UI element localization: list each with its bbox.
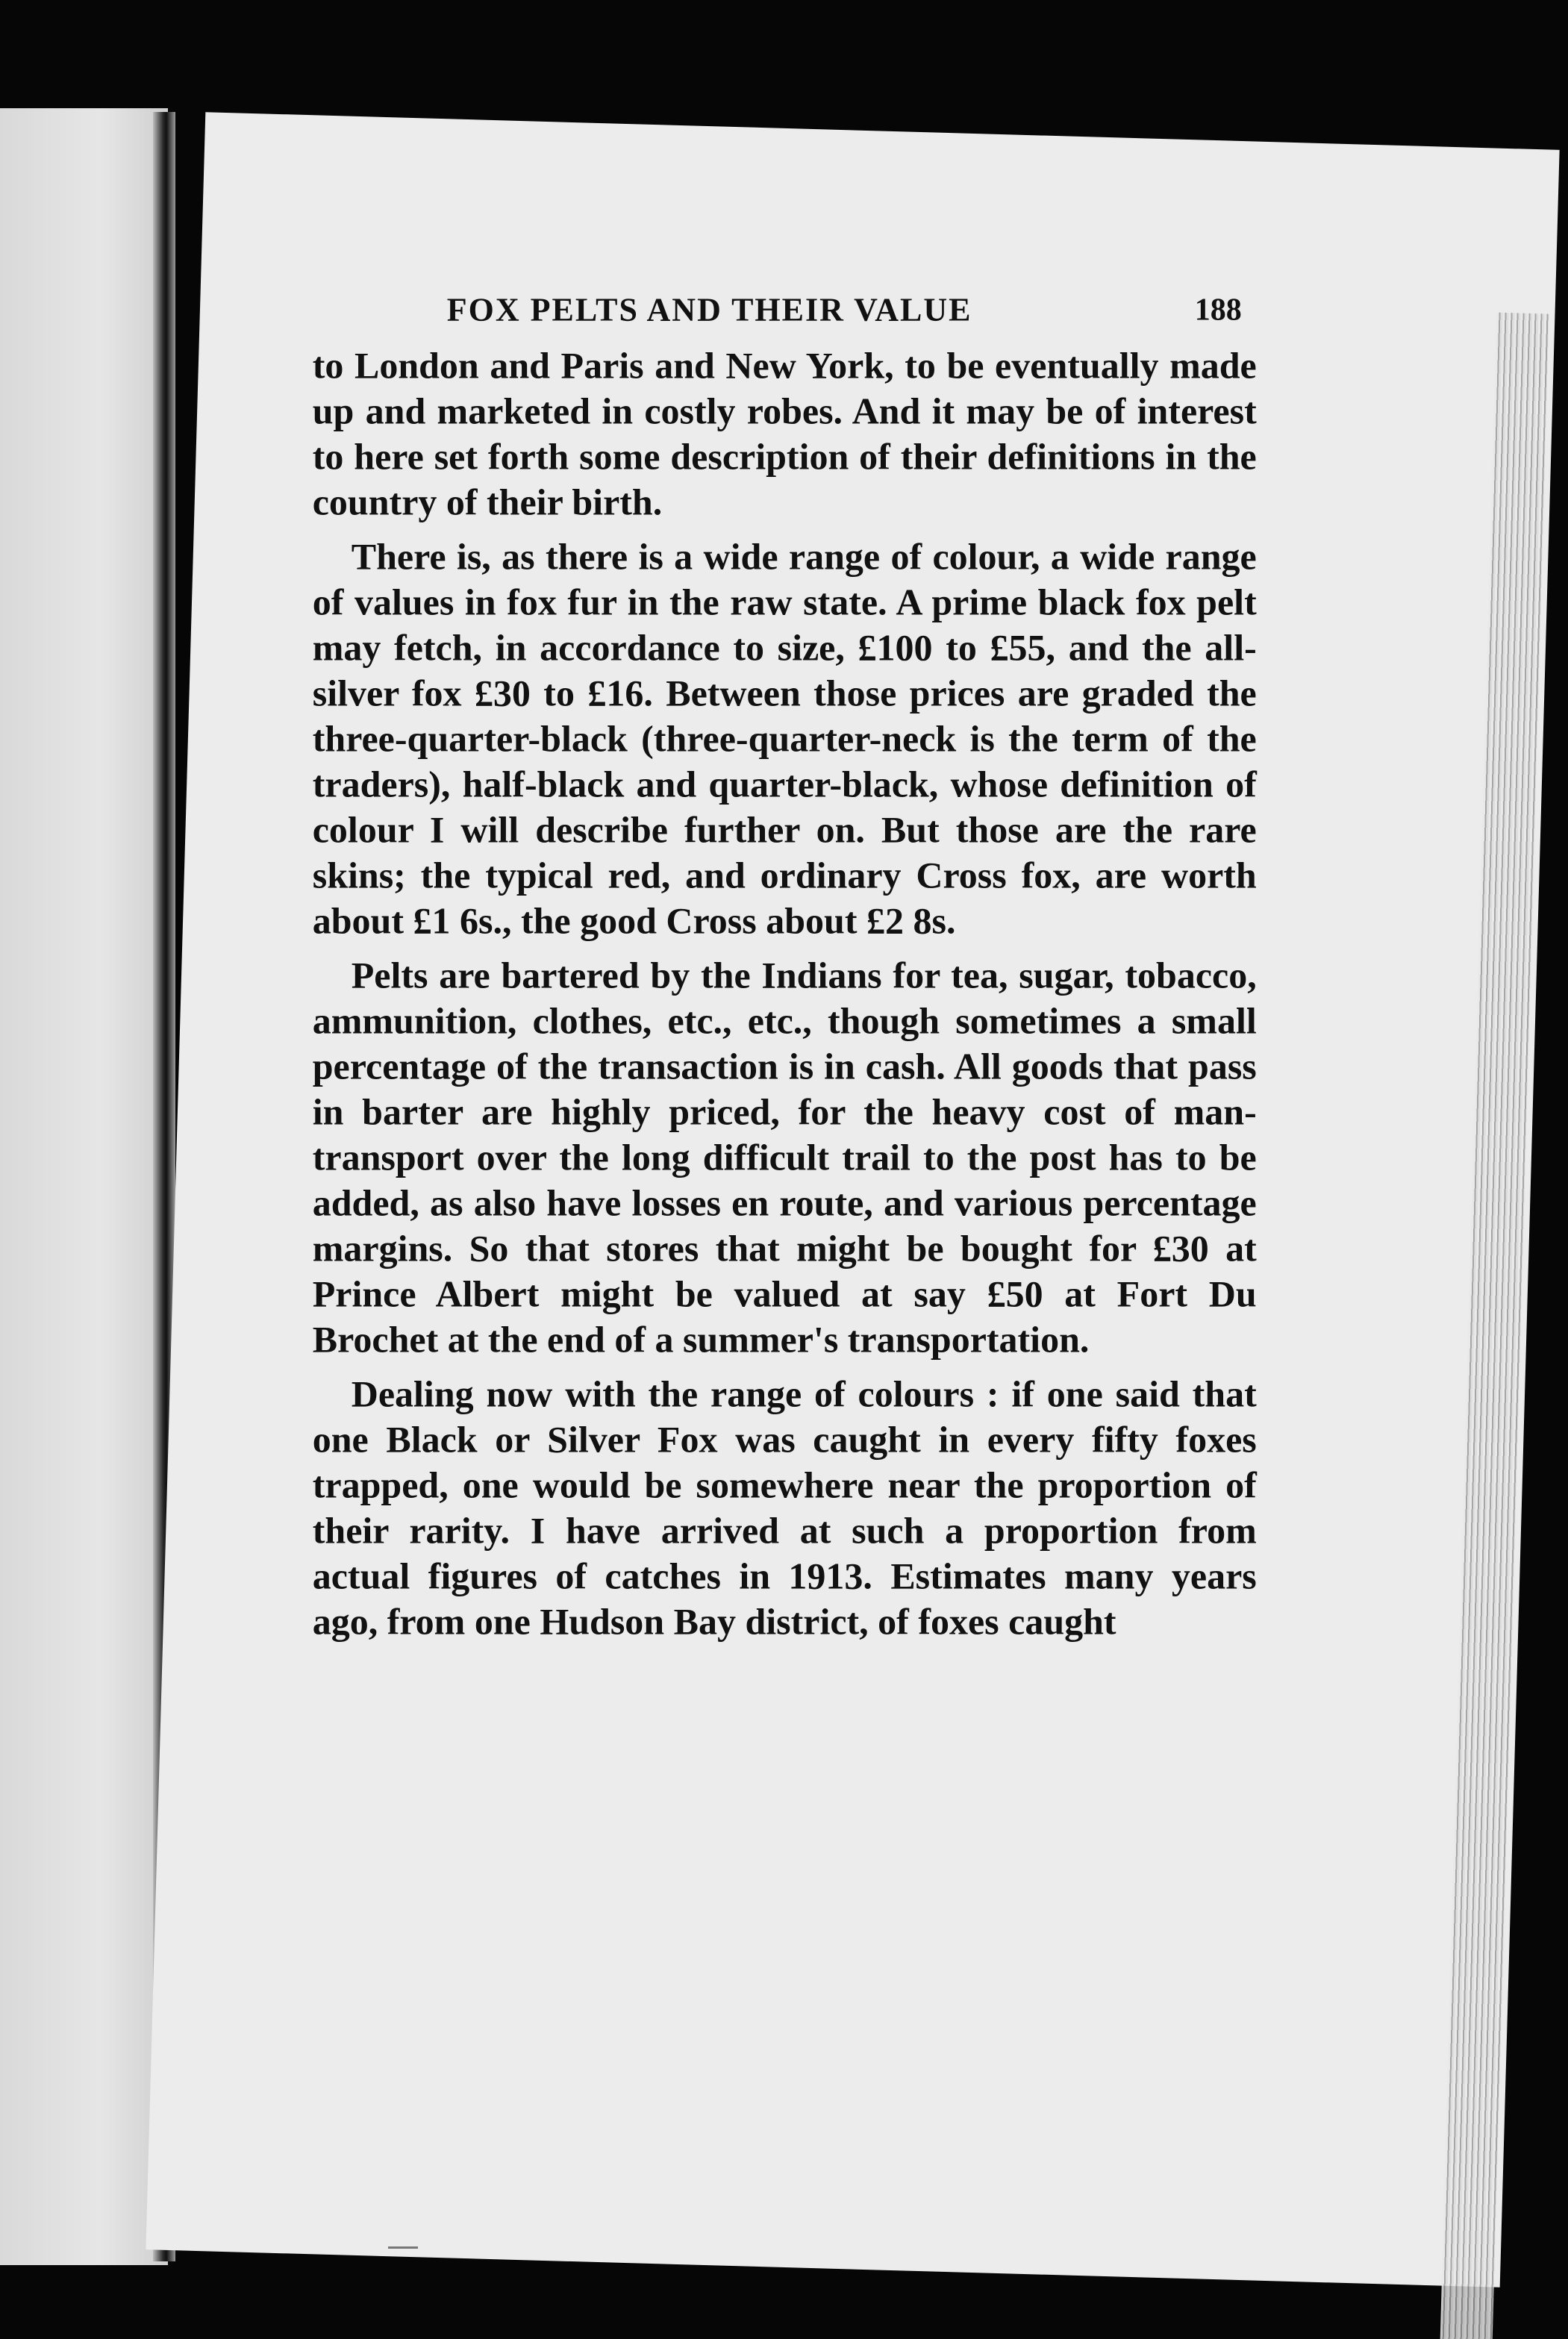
- page-stack-edge: [1438, 313, 1549, 2339]
- previous-page-edge: [0, 108, 168, 2265]
- paragraph-4: Dealing now with the range of colours : if one said that one Black or Silver Fox was caught in every fifty foxes trapped, one would be somewhere near the proportion of their rarity. I have arrived at such a proportion from actual figures of catches in 1913. Estimates many years ago, from one Hudson Bay district, of foxes caught: [312, 1373, 1257, 1643]
- running-head: [313, 290, 1257, 343]
- paragraph-3: Pelts are bartered by the Indians for tea, sugar, tobacco, ammunition, clothes, etc., etc., though sometimes a small percentage of the transaction is in cash. All goods that pass in barter are highly priced, for the heavy cost of man-transport over the long difficult trail to the post has to be added, as also have losses en route, and various percentage margins. So that stores that might be bought for £30 at Prince Albert might be valued at say £50 at Fort Du Brochet at the end of a summer's transportation.: [312, 954, 1257, 1361]
- paragraph-1: to London and Paris and New York, to be eventually made up and marketed in costly robes. And it may be of interest to here set forth some description of their definitions in the country of their birth.: [312, 344, 1257, 523]
- paragraph-2: There is, as there is a wide range of colour, a wide range of values in fox fur in the raw state. A prime black fox pelt may fetch, in accordance to size, £100 to £55, and the all-silver fox £30 to £16. Between those prices are graded the three-quarter-black (three-quarter-neck is the term of the traders), half-black and quarter-black, whose definition of colour I will describe further on. But those are the rare skins; the typical red, and ordinary Cross fox, are worth about £1 6s., the good Cross about £2 8s.: [312, 535, 1257, 942]
- scan-mark: [388, 2246, 418, 2249]
- running-title: FOX PELTS AND THEIR VALUE: [446, 291, 972, 328]
- page-content: [313, 290, 1257, 1644]
- book-page: [146, 112, 1559, 2288]
- page-number: 188: [1194, 293, 1242, 328]
- body-text: [313, 343, 1257, 1644]
